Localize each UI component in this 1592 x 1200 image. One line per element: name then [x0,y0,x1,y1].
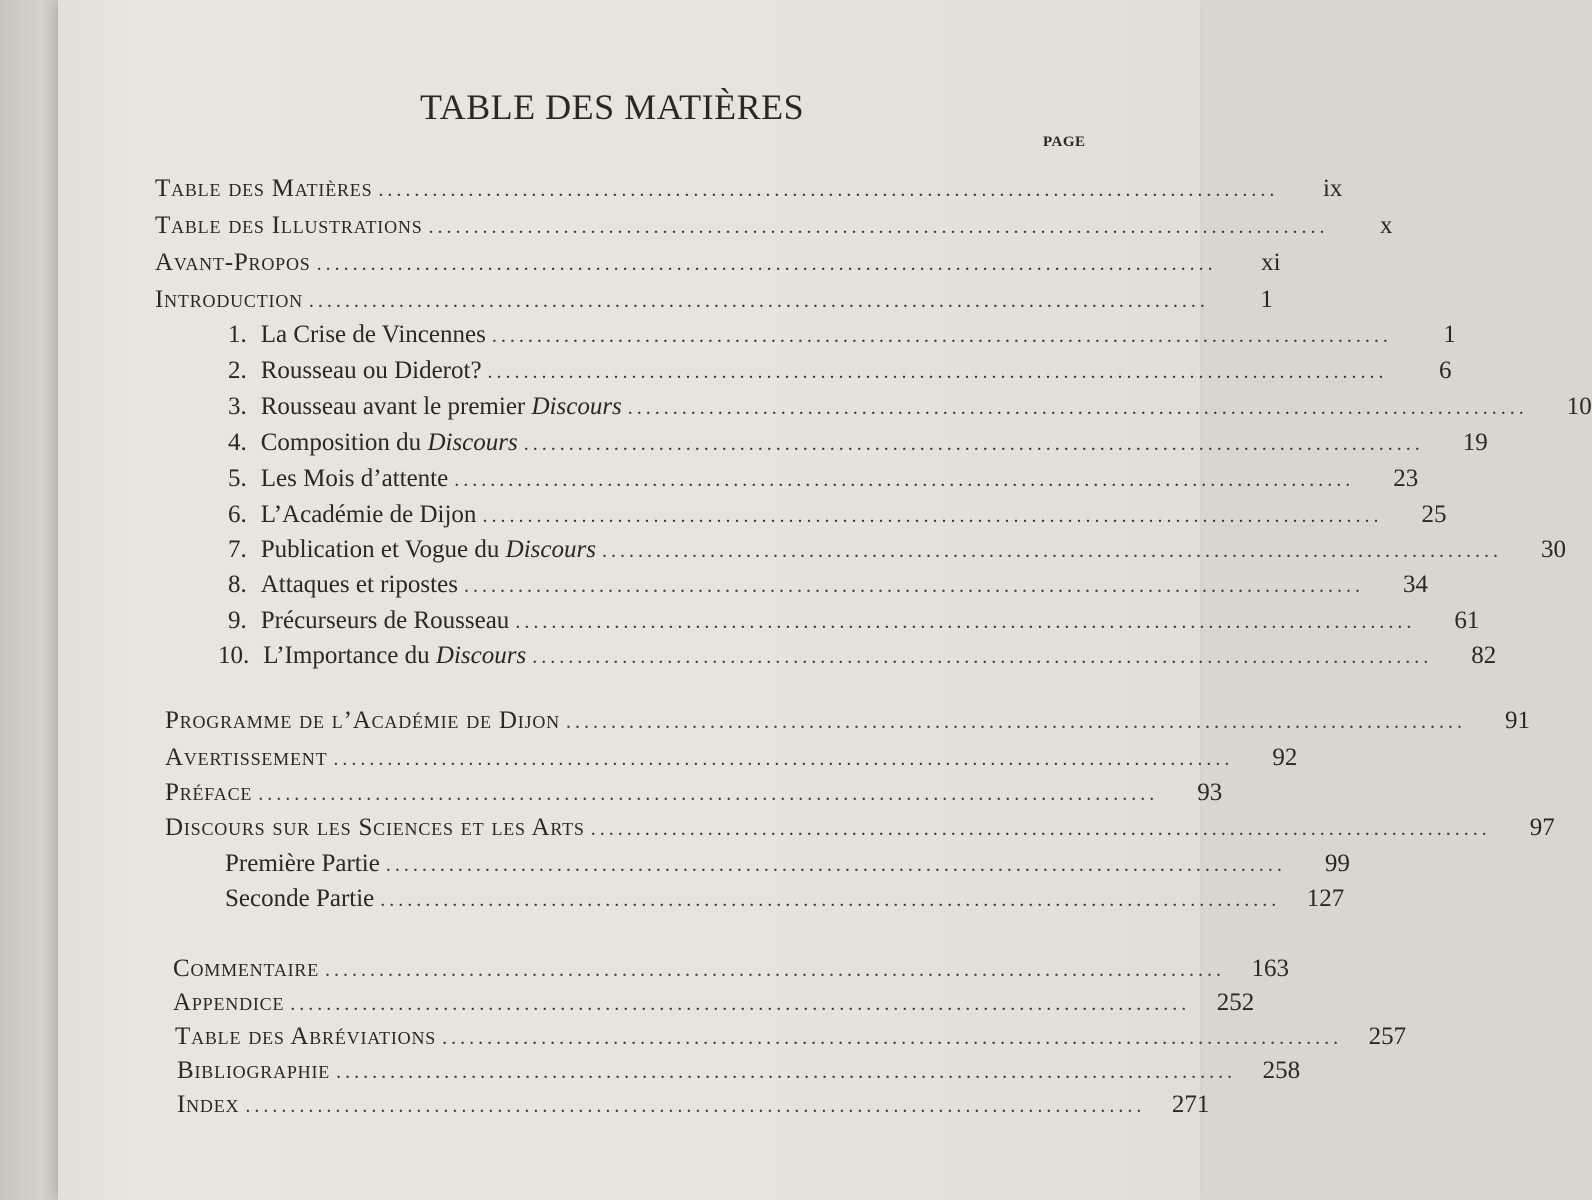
toc-subentry: 2. Rousseau ou Diderot? .................................................................................................... 6 [228,354,1097,388]
dot-leader: .................................................................................................... [290,993,1191,1015]
toc-entry: Avertissement .................................................................................................... 92 [165,741,1097,775]
toc-subentry: 7. Publication et Vogue du Discours .................................................................................................... 30 [228,533,1097,567]
toc-entry: Avant-Propos .................................................................................................... xi [155,246,1097,280]
toc-entry: Introduction .................................................................................................... 1 [155,283,1097,317]
toc-subentry: 5. Les Mois d’attente .................................................................................................... 23 [228,462,1097,496]
toc-entry: Table des Abréviations .................................................................................................... 257 [175,1020,1097,1054]
dot-leader: .................................................................................................... [245,1095,1146,1117]
toc-entry: Commentaire .................................................................................................... 163 [173,952,1097,986]
dot-leader: .................................................................................................... [325,959,1226,981]
dot-leader: .................................................................................................... [385,854,1286,876]
dot-leader: .................................................................................................... [336,1061,1237,1083]
dot-leader: .................................................................................................... [378,179,1279,201]
toc-subentry: 6. L’Académie de Dijon .................................................................................................... 25 [228,498,1097,532]
dot-leader: .................................................................................................... [487,361,1388,383]
dot-leader: .................................................................................................... [491,325,1392,347]
dot-leader: .................................................................................................... [482,505,1383,527]
dot-leader: .................................................................................................... [308,290,1209,312]
toc-entry: Discours sur les Sciences et les Arts .................................................................................................... 97 [165,811,1097,845]
toc-entry: Index .................................................................................................... 271 [177,1088,1097,1122]
toc-entry: Table des Matières .................................................................................................... ix [155,172,1097,206]
toc-entry: Appendice .................................................................................................... 252 [173,986,1097,1020]
dot-leader: .................................................................................................... [428,216,1329,238]
toc-subentry: Première Partie .................................................................................................... 99 [225,847,1097,881]
toc-entry: Préface .................................................................................................... 93 [165,776,1097,810]
dot-leader: .................................................................................................... [454,469,1355,491]
dot-leader: .................................................................................................... [590,818,1491,840]
dot-leader: .................................................................................................... [532,646,1433,668]
dot-leader: .................................................................................................... [258,783,1159,805]
page-column-heading: PAGE [1043,134,1086,150]
dot-leader: .................................................................................................... [380,889,1281,911]
toc-subentry: 9. Précurseurs de Rousseau .................................................................................................... 61 [228,604,1097,638]
toc-subentry: 8. Attaques et ripostes .................................................................................................... 34 [228,568,1097,602]
dot-leader: .................................................................................................... [523,433,1424,455]
dot-leader: .................................................................................................... [627,397,1528,419]
toc-subentry: 4. Composition du Discours .................................................................................................... 19 [228,426,1097,460]
toc-entry: Programme de l’Académie de Dijon .................................................................................................... 91 [165,704,1097,738]
dot-leader: .................................................................................................... [601,540,1502,562]
dot-leader: .................................................................................................... [463,575,1364,597]
toc-subentry: 10. L’Importance du Discours .................................................................................................... 82 [218,639,1097,673]
dot-leader: .................................................................................................... [565,711,1466,733]
toc-title: TABLE DES MATIÈRES [420,87,805,127]
toc-subentry: 1. La Crise de Vincennes .................................................................................................... 1 [228,318,1097,352]
dot-leader: .................................................................................................... [316,253,1217,275]
dot-leader: .................................................................................................... [333,748,1234,770]
toc-entry: Table des Illustrations .................................................................................................... x [155,209,1097,243]
toc-subentry: Seconde Partie .................................................................................................... 127 [225,882,1097,916]
dot-leader: .................................................................................................... [515,611,1416,633]
dot-leader: .................................................................................................... [442,1027,1343,1049]
toc-subentry: 3. Rousseau avant le premier Discours .................................................................................................... 10 [228,390,1097,424]
toc-entry: Bibliographie .................................................................................................... 258 [177,1054,1097,1088]
